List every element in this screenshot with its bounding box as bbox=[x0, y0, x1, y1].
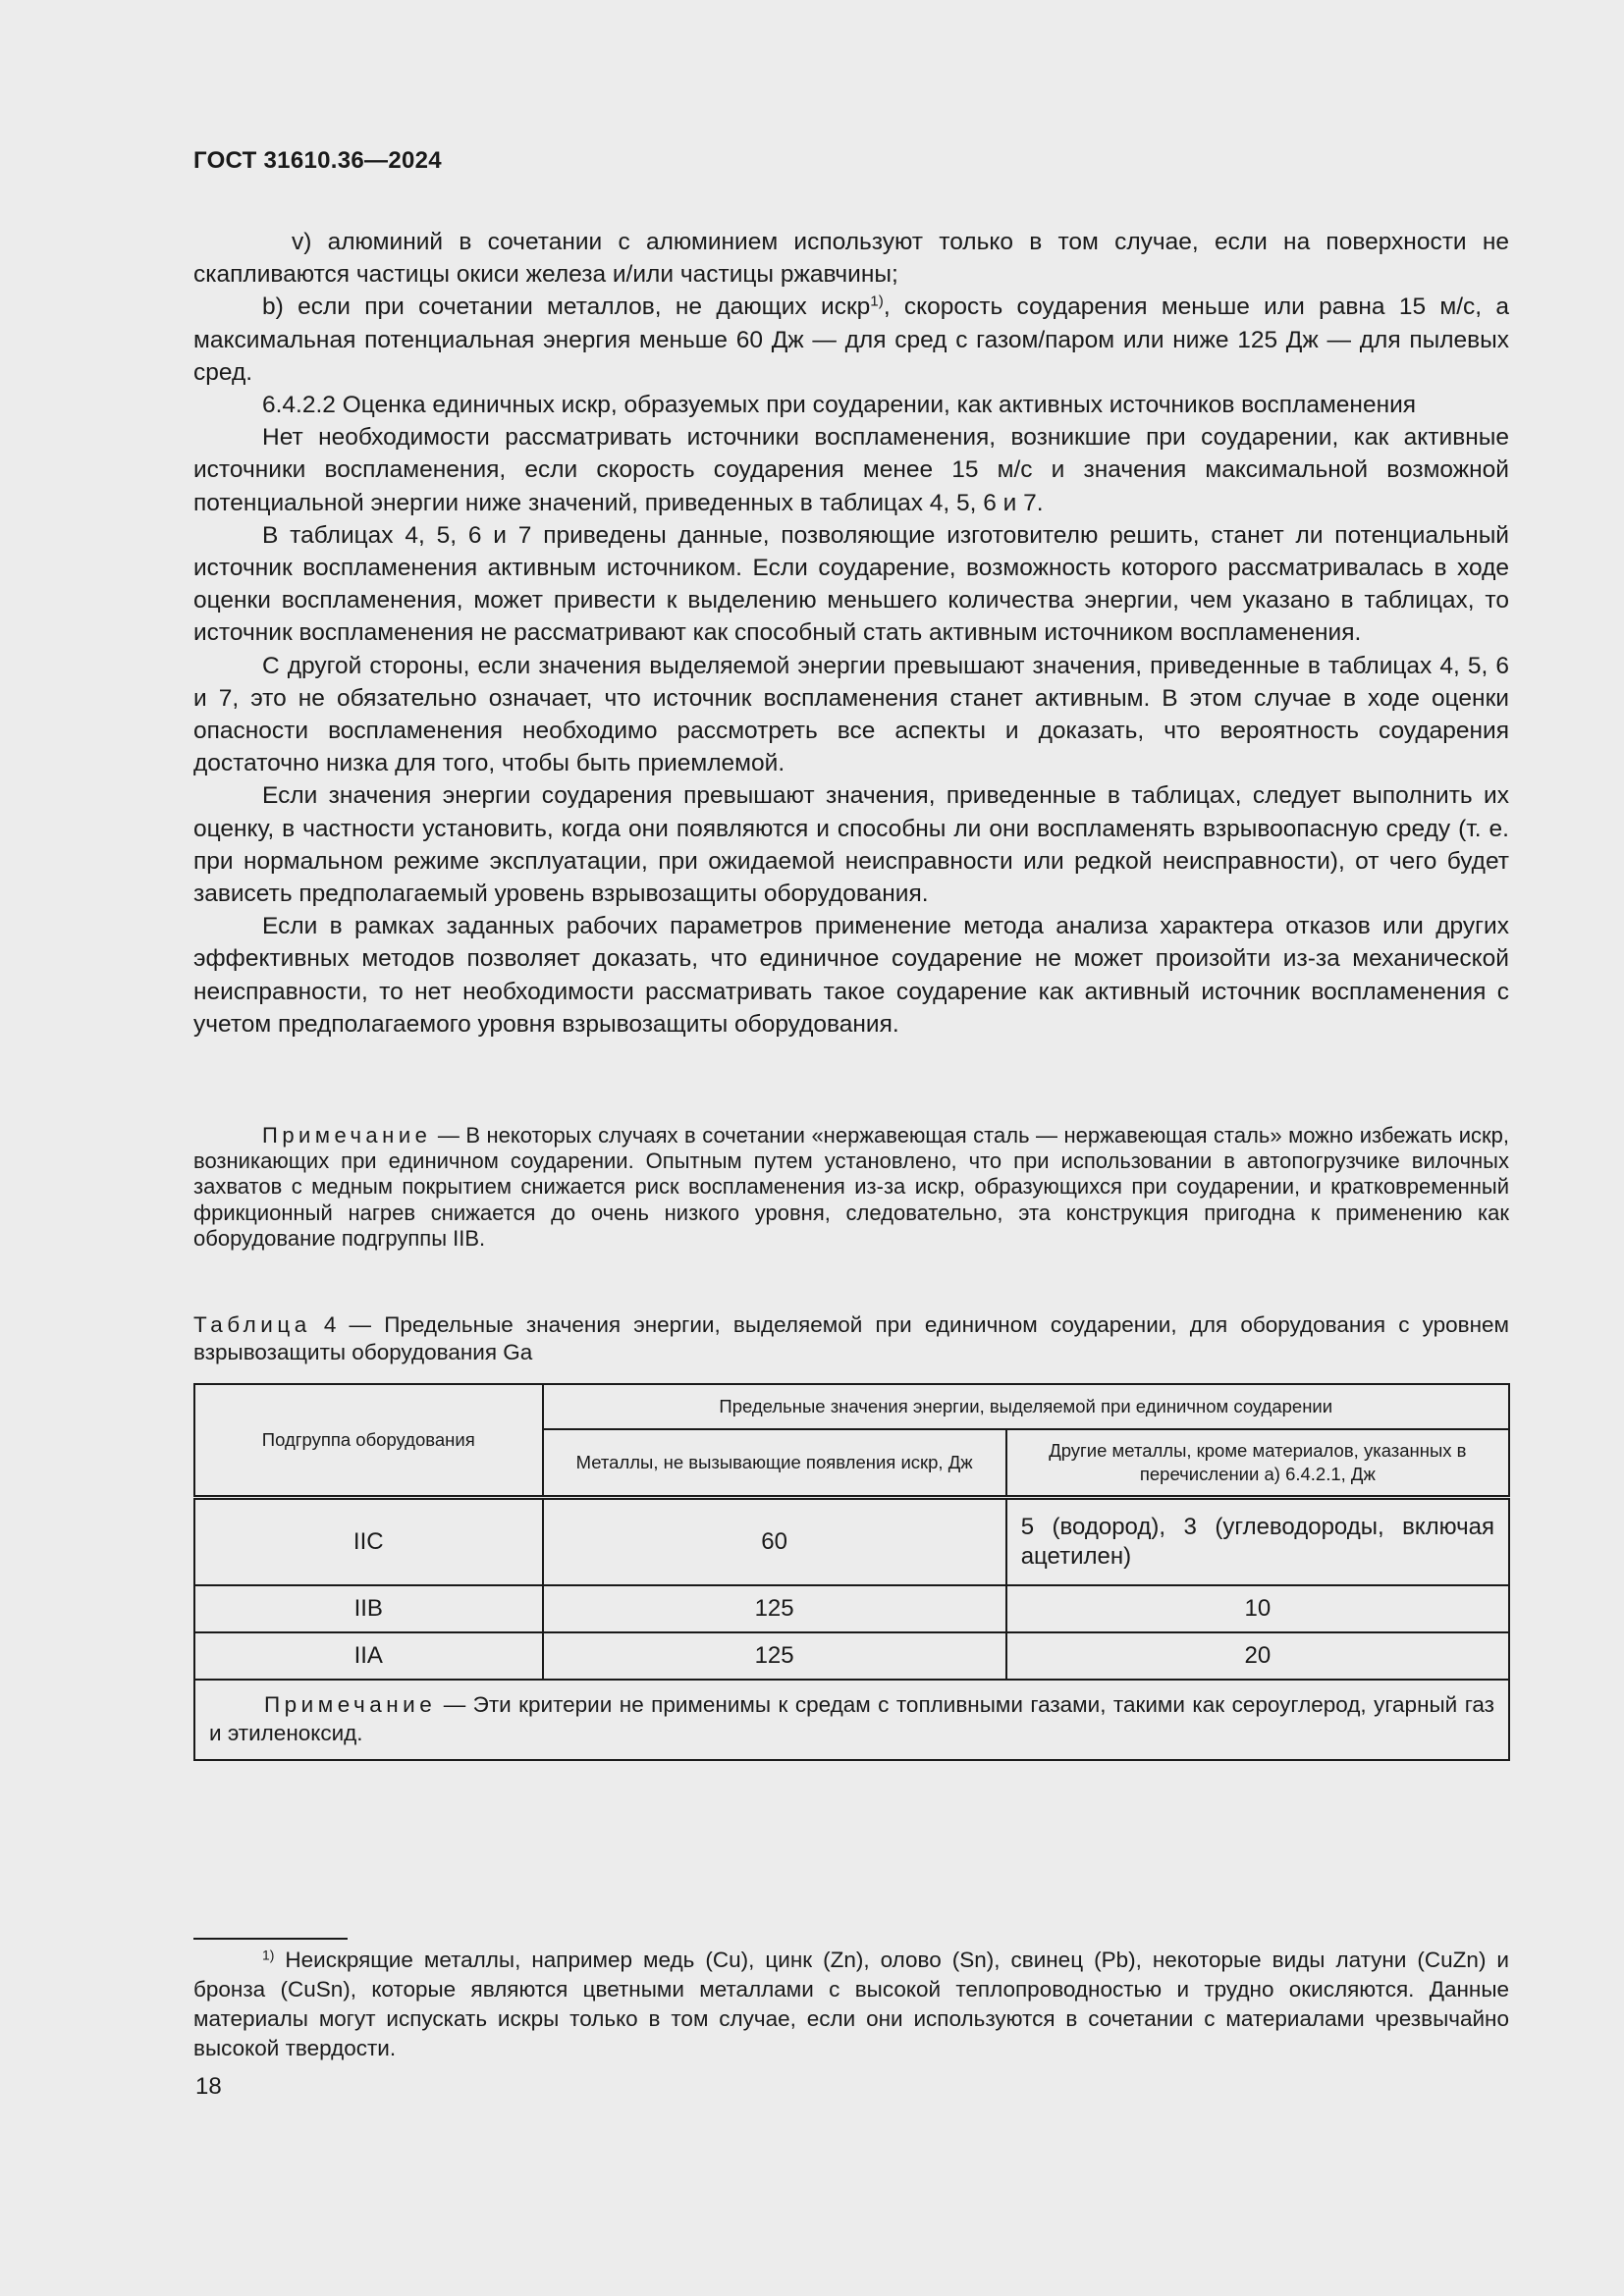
cell-group: IIA bbox=[194, 1632, 543, 1680]
header-other-metals: Другие металлы, кроме материалов, указанных в перечислении а) 6.4.2.1, Дж bbox=[1006, 1429, 1509, 1498]
paragraph: Если в рамках заданных рабочих параметров применение метода анализа характера отказов или других эффективных методов позволяет доказать, что единичное соударение не может произойти из-за механической неисправности, то нет необходимости рассматривать такое соударение как активный источник воспламенения с учетом предполагаемого уровня взрывозащиты оборудования. bbox=[193, 913, 1509, 1038]
cell-group: IIB bbox=[194, 1585, 543, 1632]
table-note bbox=[194, 1680, 1509, 1760]
main-text bbox=[193, 226, 1509, 1041]
footnote-paragraph bbox=[193, 1946, 1509, 2063]
paragraph-item-b-rest: , скорость соударения меньше или равна 15 м/с, а максимальная потенциальная энергия меньше 60 Дж — для сред с газом/паром или ниже 125 Дж — для пылевых сред. bbox=[193, 294, 1509, 386]
table-note-text: — Эти критерии не применимы к средам с топливными газами, такими как сероуглерод, угарный газ и этиленоксид. bbox=[209, 1692, 1494, 1745]
paragraph-item-b bbox=[193, 291, 1509, 389]
table-caption-label: Таблица bbox=[193, 1312, 311, 1337]
table-row bbox=[194, 1498, 1509, 1586]
cell-nonspark: 125 bbox=[543, 1585, 1006, 1632]
header-energy-limits: Предельные значения энергии, выделяемой при единичном соударении bbox=[543, 1384, 1510, 1429]
note-text: — В некоторых случаях в сочетании «нержавеющая сталь — нержавеющая сталь» можно избежать искр, возникающих при единичном соударении. Опытным путем установлено, что при использовании в автопогрузчике вилочных захватов с медным покрытием снижается риск воспламенения из-за искр, образующихся при соударении, и кратковременный фрикционный нагрев снижается до очень низкого уровня, следовательно, эта конструкция пригодна к применению как оборудование подгруппы IIB. bbox=[193, 1123, 1509, 1251]
table-caption bbox=[193, 1311, 1509, 1366]
page-number: 18 bbox=[195, 2073, 222, 2100]
footnote bbox=[193, 1946, 1509, 2063]
energy-limits-table bbox=[193, 1383, 1510, 1761]
paragraph: С другой стороны, если значения выделяемой энергии превышают значения, приведенные в таблицах 4, 5, 6 и 7, это не обязательно означает, что источник воспламенения станет активным. В этом случае в ходе оценки опасности воспламенения необходимо рассмотреть все аспекты и доказать, что вероятность соударения достаточно низка для того, чтобы быть приемлемой. bbox=[193, 652, 1509, 777]
table-note-row bbox=[194, 1680, 1509, 1760]
cell-nonspark: 60 bbox=[543, 1498, 1006, 1586]
paragraph: В таблицах 4, 5, 6 и 7 приведены данные, позволяющие изготовителю решить, станет ли потенциальный источник воспламенения активным источником. Если соударение, возможность которого рассматривалась в ходе оценки воспламенения, может привести к выделению меньшего количества энергии, чем указано в таблицах, то источник воспламенения не рассматривают как способный стать активным источником воспламенения. bbox=[193, 521, 1509, 647]
footnote-ref[interactable]: 1) bbox=[870, 294, 884, 311]
document-header: ГОСТ 31610.36—2024 bbox=[193, 147, 442, 174]
paragraph: Если значения энергии соударения превышают значения, приведенные в таблицах, следует выполнить их оценку, в частности установить, когда они появляются и способны ли они воспламенять взрывоопасную среду (т. е. при нормальном режиме эксплуатации, при ожидаемой неисправности или редкой неисправности), от чего будет зависеть предполагаемый уровень взрывозащиты оборудования. bbox=[193, 782, 1509, 908]
cell-group: IIC bbox=[194, 1498, 543, 1586]
cell-other: 5 (водород), 3 (углеводороды, включая ацетилен) bbox=[1006, 1498, 1509, 1586]
table-row bbox=[194, 1585, 1509, 1632]
note-paragraph bbox=[193, 1123, 1509, 1252]
footnote-separator bbox=[193, 1938, 348, 1940]
cell-other: 10 bbox=[1006, 1585, 1509, 1632]
note-label: Примечание bbox=[262, 1123, 432, 1148]
table-caption-text: 4 — Предельные значения энергии, выделяемой при единичном соударении, для оборудования с уровнем взрывозащиты оборудования Ga bbox=[193, 1312, 1509, 1364]
footnote-text: Неискрящие металлы, например медь (Cu), цинк (Zn), олово (Sn), свинец (Pb), некоторые виды латуни (CuZn) и бронза (CuSn), которые являются цветными металлами с высокой теплопроводностью и трудно окисляются. Данные материалы могут испускать искры только в том случае, если они используются в сочетании с материалами чрезвычайно высокой твердости. bbox=[193, 1948, 1509, 2060]
header-equipment-subgroup: Подгруппа оборудования bbox=[194, 1384, 543, 1498]
cell-other: 20 bbox=[1006, 1632, 1509, 1680]
table-header-row bbox=[194, 1384, 1509, 1429]
section-heading-6-4-2-2: 6.4.2.2 Оценка единичных искр, образуемых при соударении, как активных источников воспламенения bbox=[262, 392, 1417, 419]
cell-nonspark: 125 bbox=[543, 1632, 1006, 1680]
header-nonsparking-metals: Металлы, не вызывающие появления искр, Дж bbox=[543, 1429, 1006, 1498]
note-block bbox=[193, 1123, 1509, 1252]
paragraph-item-v: v) алюминий в сочетании с алюминием используют только в том случае, если на поверхности не скапливаются частицы окиси железа и/или частицы ржавчины; bbox=[193, 229, 1509, 289]
footnote-marker: 1) bbox=[262, 1947, 275, 1963]
paragraph: Нет необходимости рассматривать источники воспламенения, возникшие при соударении, как активные источники воспламенения, если скорость соударения менее 15 м/с и значения максимальной возможной потенциальной энергии ниже значений, приведенных в таблицах 4, 5, 6 и 7. bbox=[193, 424, 1509, 516]
table-note-label: Примечание bbox=[264, 1692, 437, 1717]
table-row bbox=[194, 1632, 1509, 1680]
paragraph-item-b-text: b) если при сочетании металлов, не дающих искр bbox=[262, 294, 871, 321]
